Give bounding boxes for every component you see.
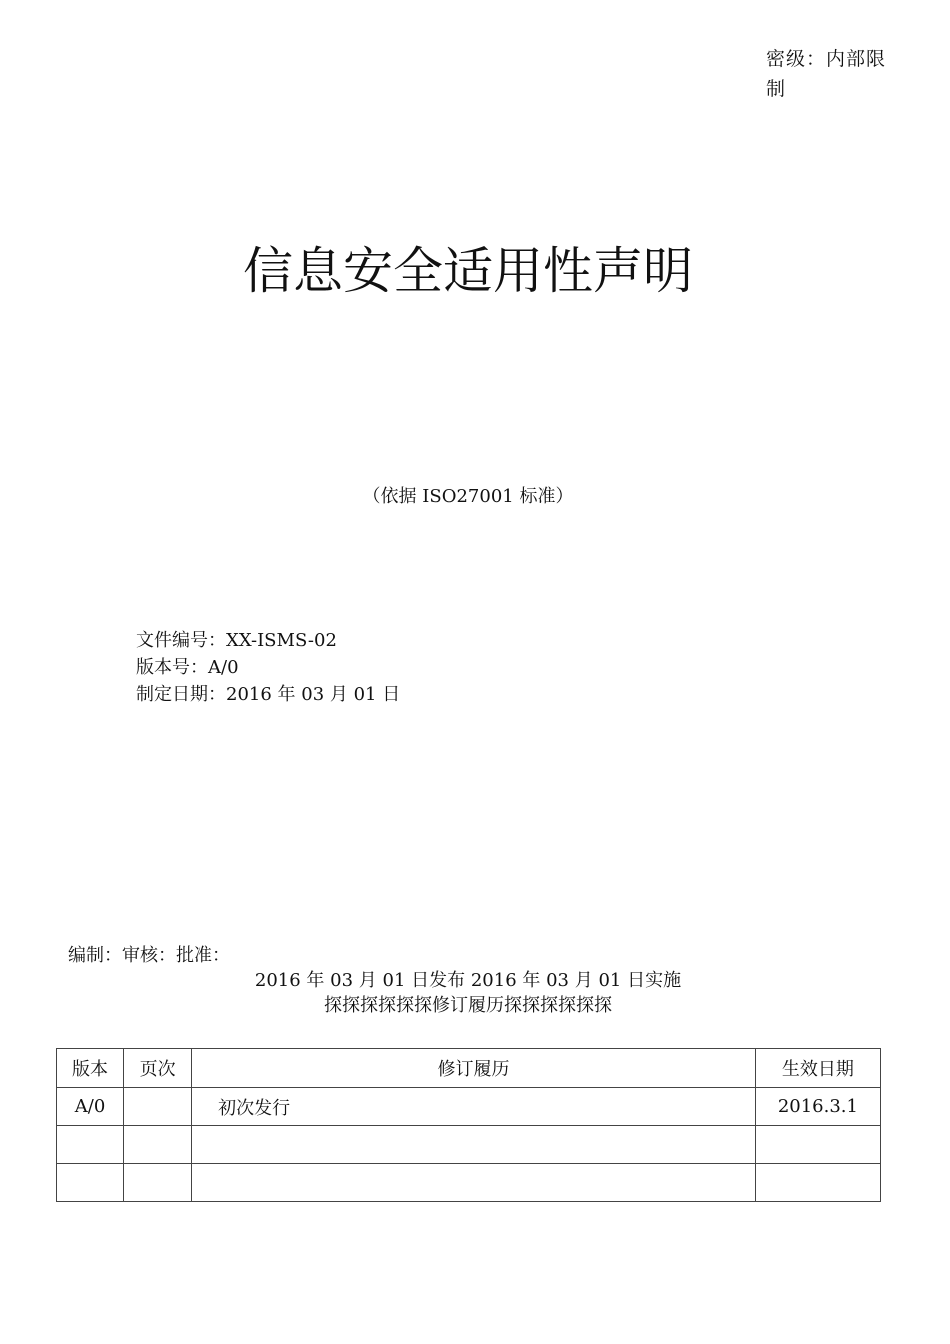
- cell-history: [192, 1164, 756, 1202]
- standard-basis: （依据 ISO27001 标准）: [362, 486, 574, 507]
- creation-date: 制定日期：2016 年 03 月 01 日: [136, 684, 401, 705]
- cell-effective-date: [755, 1126, 880, 1164]
- signature-line: 编制：审核：批准：: [68, 945, 230, 966]
- cell-effective-date: 2016.3.1: [755, 1088, 880, 1126]
- column-header-history: 修订履历: [192, 1049, 756, 1088]
- column-header-pages: 页次: [124, 1049, 192, 1088]
- version-number: 版本号：A/0: [136, 657, 239, 678]
- cell-version: [57, 1164, 124, 1202]
- cell-effective-date: [755, 1164, 880, 1202]
- document-number: 文件编号：XX-ISMS-02: [136, 630, 337, 651]
- table-header-row: [57, 1049, 881, 1088]
- document-title: 信息安全适用性声明: [243, 242, 693, 300]
- cell-pages: [124, 1088, 192, 1126]
- release-dates: 2016 年 03 月 01 日发布 2016 年 03 月 01 日实施: [254, 970, 682, 991]
- cell-version: [57, 1126, 124, 1164]
- classification-label: 密级：内部限制: [766, 48, 887, 100]
- table-row: [57, 1088, 881, 1126]
- column-header-effective-date: 生效日期: [755, 1049, 880, 1088]
- column-header-version: 版本: [57, 1049, 124, 1088]
- cell-history: 初次发行: [192, 1088, 756, 1126]
- table-row: [57, 1164, 881, 1202]
- cell-version: A/0: [57, 1088, 124, 1126]
- document-info: [136, 627, 400, 708]
- revision-history-table: [56, 1048, 881, 1202]
- cell-history: [192, 1126, 756, 1164]
- cell-pages: [124, 1164, 192, 1202]
- cell-pages: [124, 1126, 192, 1164]
- table-row: [57, 1126, 881, 1164]
- revision-history-title: 探探探探探探修订履历探探探探探探: [324, 995, 612, 1016]
